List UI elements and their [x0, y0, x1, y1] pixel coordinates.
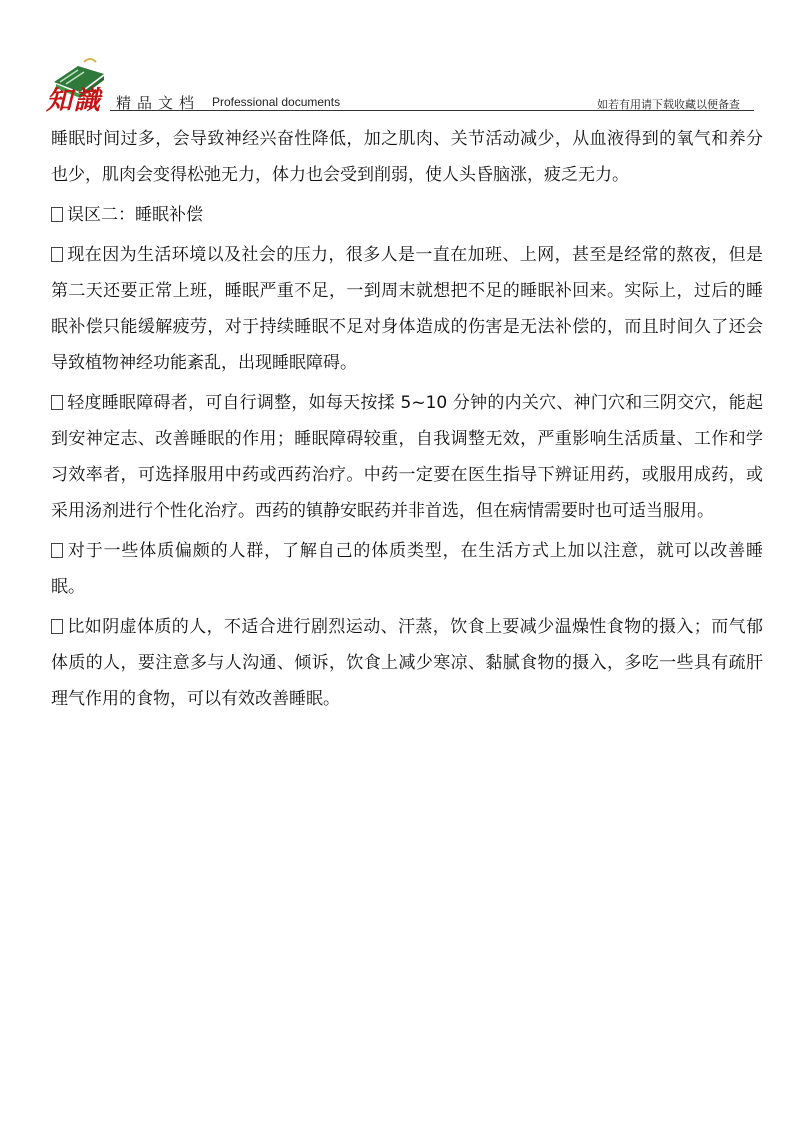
header-divider [110, 110, 754, 111]
paragraph-text: 对于一些体质偏颇的人群，了解自己的体质类型，在生活方式上加以注意，就可以改善睡眠。 [51, 541, 763, 597]
checkbox-icon [51, 247, 63, 262]
paragraph-text: 误区二：睡眠补偿 [67, 205, 203, 225]
document-body [51, 121, 763, 721]
paragraph [51, 237, 763, 381]
logo-text: 知識 [46, 86, 103, 116]
paragraph [51, 609, 763, 717]
paragraph-text: 现在因为生活环境以及社会的压力，很多人是一直在加班、上网，甚至是经常的熬夜，但是第二天还要正常上班，睡眠严重不足，一到周末就想把不足的睡眠补回来。实际上，过后的睡眠补偿只能缓解疲劳，对于持续睡眠不足对身体造成的伤害是无法补偿的，而且时间久了还会导致植物神经功能紊乱，出现睡眠障碍。 [51, 245, 763, 373]
checkbox-icon [51, 543, 63, 558]
checkbox-icon [51, 207, 63, 222]
header-note: 如若有用请下载收藏以便备查 [597, 98, 740, 111]
paragraph-text: 轻度睡眠障碍者，可自行调整，如每天按揉 5~10 分钟的内关穴、神门穴和三阴交穴，能起到安神定志、改善睡眠的作用；睡眠障碍较重，自我调整无效，严重影响生活质量、工作和学习效率者，可选择服用中药或西药治疗。中药一定要在医生指导下辨证用药，或服用成药，或采用汤剂进行个性化治疗。西药的镇静安眠药并非首选，但在病情需要时也可适当服用。 [51, 393, 763, 521]
checkbox-icon [51, 619, 63, 634]
paragraph [51, 533, 763, 605]
section-heading [51, 197, 763, 233]
page-header [0, 0, 794, 116]
brand-title: 精品文档 [116, 94, 201, 112]
paragraph [51, 121, 763, 193]
brand-subtitle: Professional documents [212, 95, 341, 109]
paragraph-text: 比如阴虚体质的人，不适合进行剧烈运动、汗蒸，饮食上要减少温燥性食物的摄入；而气郁体质的人，要注意多与人沟通、倾诉，饮食上减少寒凉、黏腻食物的摄入，多吃一些具有疏肝理气作用的食物，可以有效改善睡眠。 [51, 617, 763, 709]
paragraph-text: 睡眠时间过多，会导致神经兴奋性降低，加之肌肉、关节活动减少，从血液得到的氧气和养分也少，肌肉会变得松弛无力，体力也会受到削弱，使人头昏脑涨，疲乏无力。 [51, 129, 763, 185]
paragraph [51, 385, 763, 529]
checkbox-icon [51, 395, 63, 410]
